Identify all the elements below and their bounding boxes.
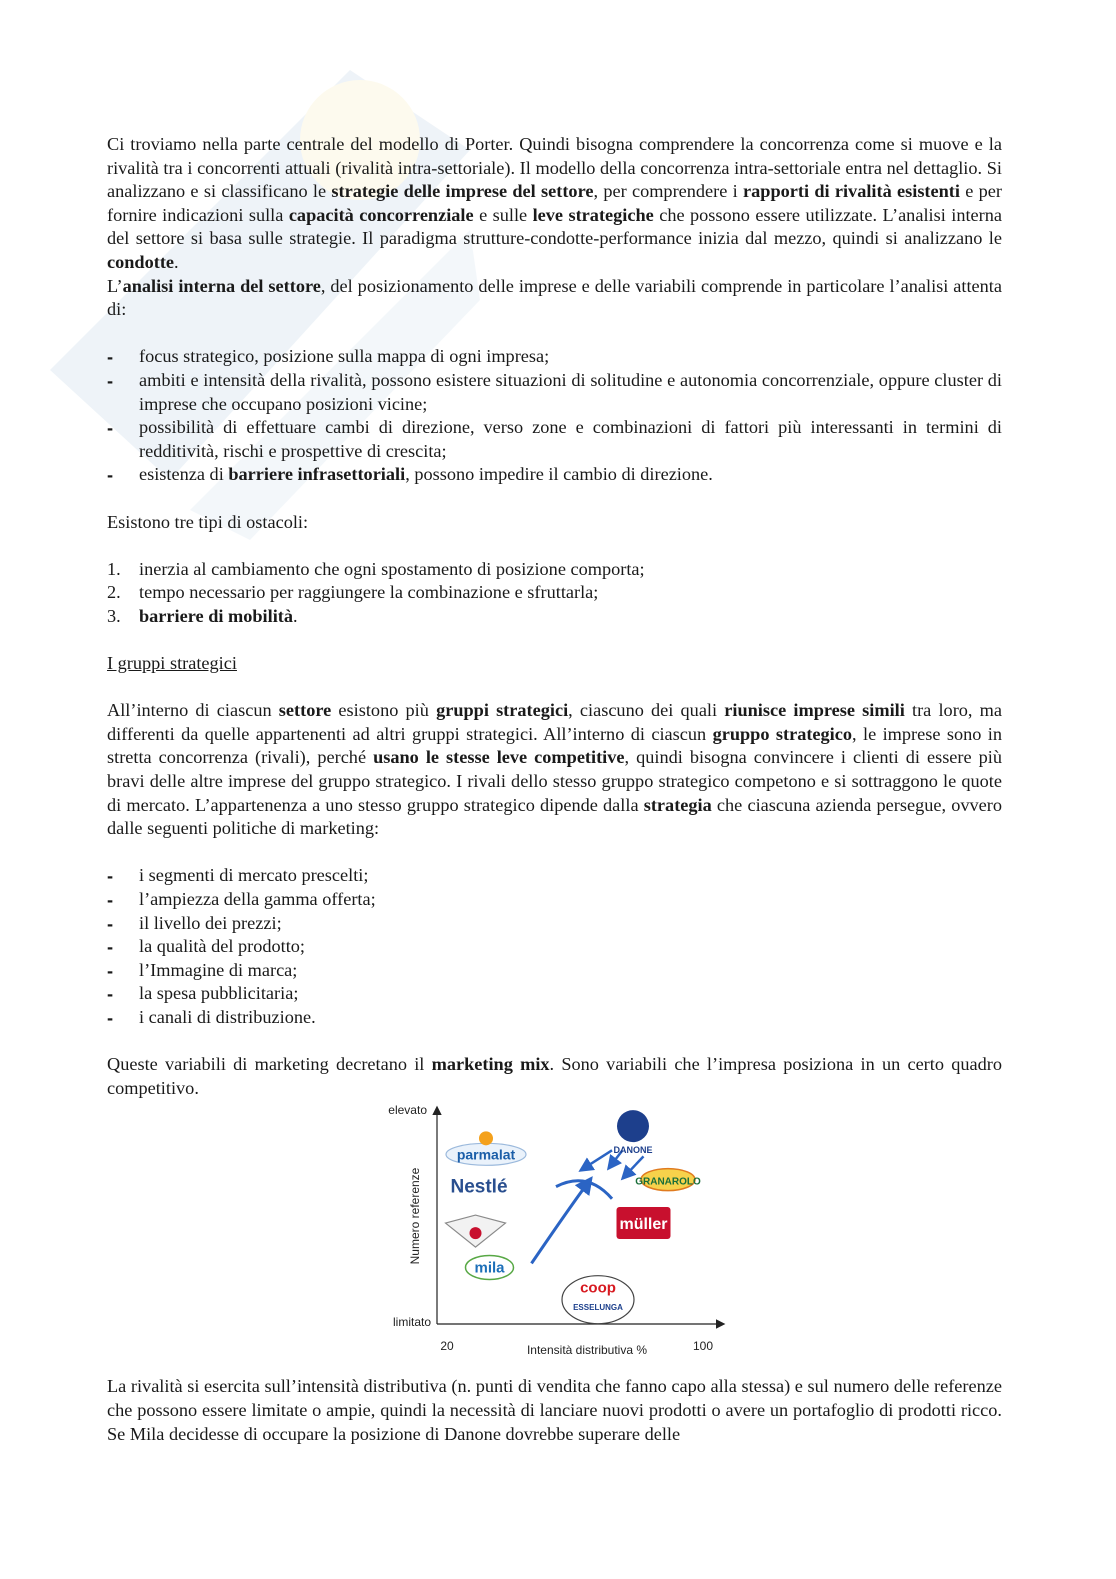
text-run: , del posizionamento delle imprese e delle variabili comprende in particolare l’analisi attenta di: [107,275,1003,320]
list-item [107,864,1002,888]
bold-run: usano le stesse leve competitive [373,747,625,768]
chart-svg [107,1100,1002,1375]
list-number: 1. [107,558,121,579]
bold-run: barriere di mobilità [139,605,294,626]
x-tick-label-high: 100 [692,1339,714,1354]
dash-bullet: - [107,983,114,1005]
dash-bullet: - [107,936,114,958]
text-run: esistono più [331,700,437,721]
text-run: tempo necessario per raggiungere la combinazione e sfruttarla; [139,582,599,603]
bold-run: analisi interna del settore [122,275,321,296]
text-run: Ci troviamo nella parte centrale del modello di Porter. Quindi bisogna comprendere la concorrenza come si muove e la rivalità tra i concorrenti attuali (rivalità intra-settoriale). Il modello della concorrenza intra-settoriale entra nel dettaglio. Si analizzano e si classificano le [107,134,1002,202]
text-run: la qualità del prodotto; [139,936,306,957]
text-run: il livello dei prezzi; [139,912,282,933]
point-label: coop [580,1280,616,1298]
danone-logo-icon [617,1110,649,1142]
text-run: L’ [107,275,123,296]
list-item [107,888,1002,912]
dash-bullet: - [107,346,114,368]
bold-run: leve strategiche [532,204,654,225]
text-run: . Sono variabili che l’impresa posiziona in un certo quadro competitivo. [107,1054,1002,1098]
text-run: La rivalità si esercita sull’intensità distributiva (n. punti di vendita che fanno capo alla stessa) e sul numero delle referenze che possono essere limitate o ampie, quindi la necessità di lanciare nuovi prodotti o avere un portafoglio di prodotti ricco. Se Mila decidesse di occupare la posizione di Danone dovrebbe superare delle [107,1376,1002,1444]
text-run: l’ampiezza della gamma offerta; [139,889,376,909]
text-run: , per comprendere i [593,181,744,202]
dash-bullet: - [107,464,114,486]
point-label: ESSELUNGA [573,1303,623,1313]
point-label: DANONE [613,1145,653,1156]
text-run: inerzia al cambiamento che ogni spostamento di posizione comporta; [139,558,645,579]
list-item [107,982,1002,1006]
bold-run: rapporti di rivalità esistenti [743,181,960,202]
document-body [107,133,1002,1446]
point-label: müller [619,1216,668,1234]
danone-pressure-arrow [581,1151,613,1171]
mila-move-arrow [532,1179,592,1264]
dash-bullet: - [107,889,114,910]
dash-bullet: - [107,912,114,934]
list-item [107,605,1002,629]
point-label: mila [474,1259,505,1277]
list-item [107,463,1002,487]
bold-run: gruppo strategico [712,723,853,744]
text-run: esistenza di [139,464,229,485]
text-run: che possono essere utilizzate. L’analisi interna del settore si basa sulle strategie. Il paradigma strutture-condotte-performance inizia dal mezzo, quindi si analizzano le [107,204,1002,249]
list-item [107,959,1002,983]
dash-bullet: - [107,369,114,391]
point-label: GRANAROLO [635,1176,701,1188]
bold-run: condotte [107,251,175,272]
dash-bullet: - [107,417,114,439]
text-run: All’interno di ciascun [107,700,279,721]
section-heading: I gruppi strategici [107,653,237,674]
text-run: . [174,251,179,272]
rivalry-paragraph [107,1375,1002,1446]
analysis-paragraph [107,275,1002,322]
text-run: Esistono tre tipi di ostacoli: [107,511,309,532]
list-item [107,1006,1002,1030]
marketing-policies-list [107,864,1002,1029]
bold-run: capacità concorrenziale [288,204,474,225]
bold-run: marketing mix [431,1054,550,1075]
x-tick-label-low: 20 [440,1339,454,1354]
text-run: e per fornire indicazioni sulla [107,181,1002,225]
text-run: focus strategico, posizione sulla mappa di ogni impresa; [139,346,550,367]
text-run: , quindi bisogna convincere i clienti di essere più bravi delle altre imprese del gruppo strategico. I rivali dello stesso gruppo strategico competono e si sottraggono le quote di mercato. L’appartenenza a uno stesso gruppo strategico dipende dalla [107,747,1002,815]
dash-bullet: - [107,1006,114,1028]
list-item [107,345,1002,369]
dash-bullet: - [107,865,114,887]
text-run: . [293,605,298,626]
text-run: ambiti e intensità della rivalità, possono esistere situazioni di solitudine e autonomia concorrenziale, oppure cluster di imprese che occupano posizioni vicine; [139,369,1002,414]
x-axis-label: Intensità distributiva % [526,1343,648,1358]
text-run: che ciascuna azienda persegue, ovvero dalle seguenti politiche di marketing: [107,794,1002,839]
text-run: i canali di distribuzione. [139,1006,316,1027]
text-run: , ciascuno dei quali [568,700,725,721]
list-item [107,558,1002,582]
dash-bullet: - [107,959,114,981]
bold-run: barriere infrasettoriali [228,464,406,485]
text-run: l’Immagine di marca; [139,959,298,980]
danone-pressure-arrow [623,1157,644,1179]
list-number: 2. [107,582,121,603]
bold-run: riunisce imprese simili [724,700,905,721]
point-label: Nestlé [450,1176,508,1198]
list-number: 3. [107,605,121,626]
text-run: la spesa pubblicitaria; [139,983,299,1004]
obstacles-paragraph [107,511,1002,535]
text-run: , le imprese sono in stretta concorrenza (rivali), perché [107,723,1002,768]
list-item [107,416,1002,463]
analysis-list [107,345,1002,487]
crest-emblem-icon [470,1227,482,1239]
text-run: Queste variabili di marketing decretano il [107,1054,432,1075]
bold-run: strategia [643,794,712,815]
y-tick-label-low: limitato [392,1315,431,1330]
text-run: e sulle [473,204,533,225]
list-item [107,912,1002,936]
bold-run: settore [278,700,332,721]
bold-run: strategie delle imprese del settore [331,181,594,202]
strategic-map-chart [107,1100,1002,1375]
obstacles-list [107,558,1002,629]
parmalat-flower-icon [479,1132,493,1146]
y-axis-label: Numero referenze [408,1167,422,1265]
text-run: possibilità di effettuare cambi di direzione, verso zone e combinazioni di fattori più interessanti in termini di redditività, rischi e prospettive di crescita; [139,417,1002,461]
bold-run: gruppi strategici [436,700,569,721]
marketing-mix-paragraph [107,1053,1002,1100]
list-item [107,369,1002,416]
text-run: tra loro, ma differenti da quelle appartenenti ad altri gruppi strategici. All’interno di ciascun [107,700,1002,744]
text-run: i segmenti di mercato prescelti; [139,865,369,886]
list-item [107,935,1002,959]
y-tick-label-high: elevato [388,1103,427,1118]
list-item [107,581,1002,605]
intro-paragraph [107,133,1002,275]
point-label: parmalat [456,1146,516,1163]
strategic-groups-paragraph [107,699,1002,841]
text-run: , possono impedire il cambio di direzione. [405,464,713,485]
